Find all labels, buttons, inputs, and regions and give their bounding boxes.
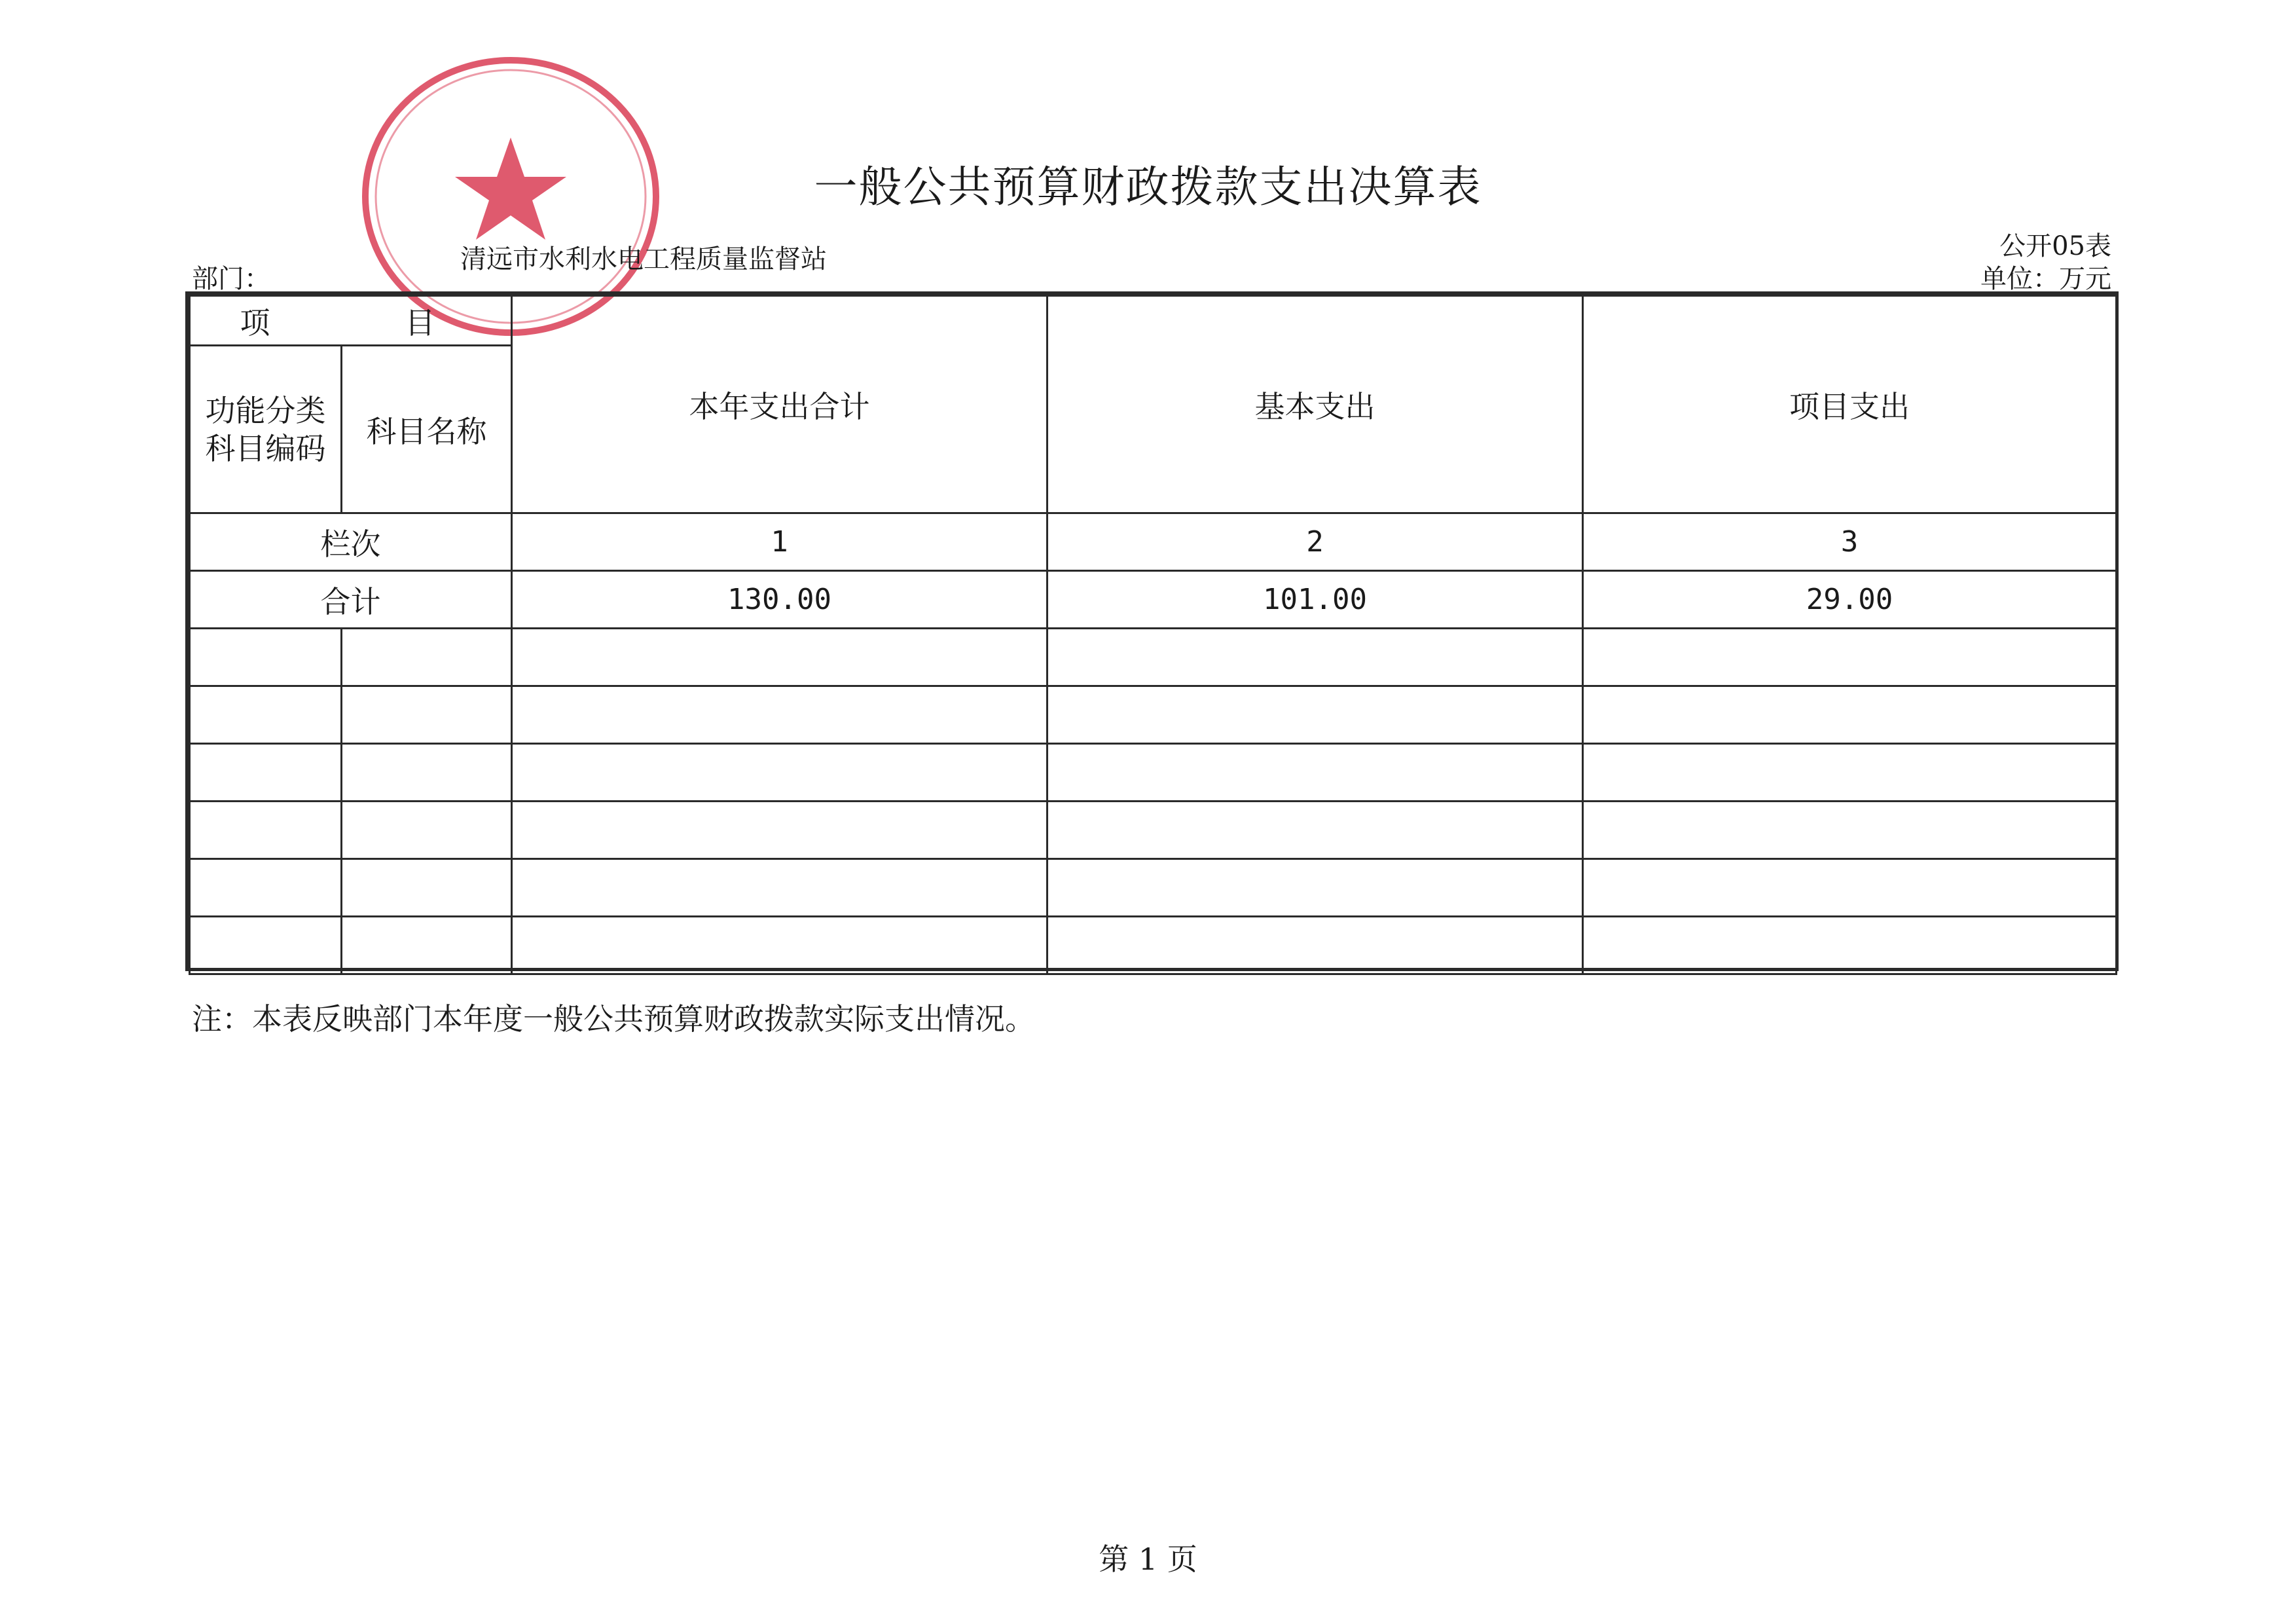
table-cell (1048, 744, 1583, 802)
total-value: 130.00 (512, 571, 1048, 629)
row-index-value: 2 (1048, 513, 1583, 571)
unit-label: 单位：万元 (1980, 264, 2111, 294)
column-header-project: 项目支出 (1583, 296, 2117, 513)
table-cell (1583, 686, 2117, 744)
table-cell (512, 859, 1048, 917)
table-cell (1583, 917, 2117, 974)
table-cell (342, 686, 512, 744)
table-row-index (190, 513, 2117, 571)
table-cell (342, 744, 512, 802)
table-row (190, 917, 2117, 974)
table-cell (342, 629, 512, 686)
table-cell (190, 859, 342, 917)
header-row-item (190, 296, 2117, 346)
table-cell (342, 802, 512, 859)
table-cell (190, 629, 342, 686)
table-cell (1583, 802, 2117, 859)
table-cell (1048, 686, 1583, 744)
table-cell (512, 629, 1048, 686)
form-number: 公开05表 (1999, 231, 2111, 261)
table-cell (190, 917, 342, 974)
table-cell (512, 744, 1048, 802)
row-index-value: 3 (1583, 513, 2117, 571)
table-cell (190, 686, 342, 744)
table-row (190, 859, 2117, 917)
total-value: 101.00 (1048, 571, 1583, 629)
table-cell (1583, 629, 2117, 686)
row-index-label: 栏次 (190, 513, 512, 571)
table-row-total (190, 571, 2117, 629)
table-cell (512, 802, 1048, 859)
table-cell (1048, 917, 1583, 974)
table-cell (1583, 859, 2117, 917)
table-cell (1048, 859, 1583, 917)
header-function-code: 功能分类科目编码 (190, 346, 342, 513)
star-icon (455, 138, 566, 240)
column-header-basic: 基本支出 (1048, 296, 1583, 513)
table-cell (1048, 802, 1583, 859)
table-cell (512, 917, 1048, 974)
table-cell (1583, 744, 2117, 802)
table-cell (1048, 629, 1583, 686)
table-row (190, 629, 2117, 686)
table-cell (190, 744, 342, 802)
row-index-value: 1 (512, 513, 1048, 571)
page-title: 一般公共预算财政拨款支出决算表 (814, 162, 1482, 212)
column-header-total: 本年支出合计 (512, 296, 1048, 513)
table-cell (342, 859, 512, 917)
page-number: 第 1 页 (1099, 1541, 1197, 1577)
header-item: 项 目 (190, 296, 512, 346)
expenditure-table (185, 291, 2119, 971)
department-name: 清远市水利水电工程质量监督站 (460, 244, 827, 274)
total-value: 29.00 (1583, 571, 2117, 629)
total-label: 合计 (190, 571, 512, 629)
table-row (190, 744, 2117, 802)
table-row (190, 802, 2117, 859)
footnote: 注：本表反映部门本年度一般公共预算财政拨款实际支出情况。 (192, 1001, 1035, 1037)
table-cell (190, 802, 342, 859)
header-subject-name: 科目名称 (342, 346, 512, 513)
table-row (190, 686, 2117, 744)
table-cell (342, 917, 512, 974)
table-cell (512, 686, 1048, 744)
department-label: 部门： (192, 264, 270, 294)
